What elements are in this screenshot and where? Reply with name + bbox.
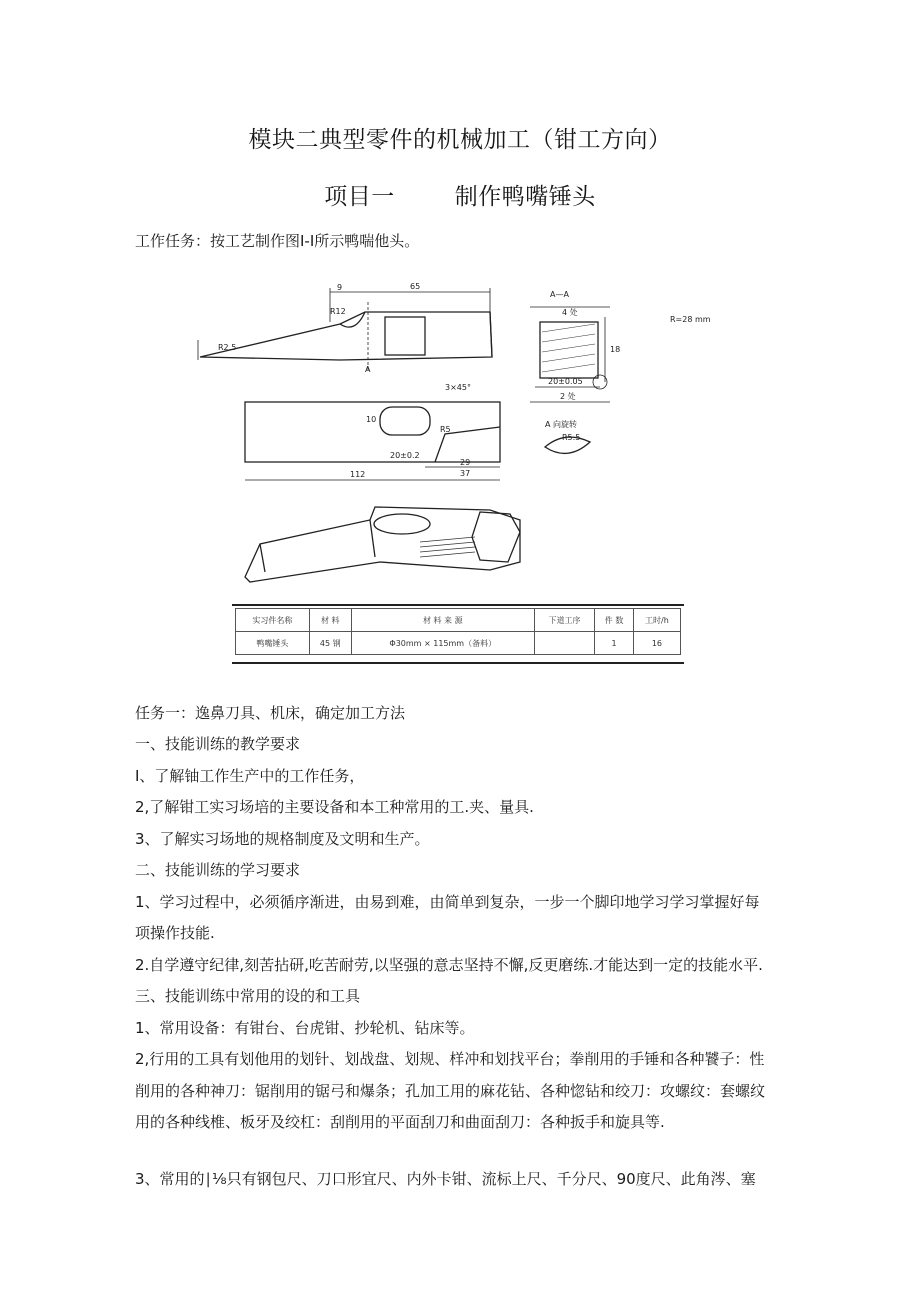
spec-table xyxy=(235,608,681,655)
list-item: 3、了解实习场地的规格制度及文明和生产。 xyxy=(135,830,430,848)
list-item: 2,行用的工具有划他用的划针、划战盘、划规、样冲和划找平台；拳削用的手锤和各种饕子：性 xyxy=(135,1050,765,1068)
section-heading-2: 二、技能训练的学习要求 xyxy=(135,861,301,879)
dim-2-places: 2 处 xyxy=(560,392,576,401)
list-item-continuation: 项操作技能. xyxy=(135,924,215,942)
view-a-label: A 向旋转 xyxy=(545,420,578,429)
cell-next-process xyxy=(534,632,595,655)
dim-r28: R=28 mm xyxy=(670,315,711,324)
dim-9: 9 xyxy=(337,283,343,292)
dim-112: 112 xyxy=(350,470,366,479)
list-item: 2,了解钳工实习场培的主要设备和本工种常用的工.夹、量具. xyxy=(135,798,534,816)
dim-r2-5: R2.5 xyxy=(218,343,237,352)
header-part-name: 实习件名称 xyxy=(236,609,310,632)
hammer-head-drawing xyxy=(190,262,740,602)
header-material: 材 料 xyxy=(309,609,351,632)
project-title xyxy=(0,178,920,211)
dim-20-2: 20±0.2 xyxy=(390,451,420,460)
dim-r5: R5 xyxy=(440,425,451,434)
project-name: 制作鸭嘴锤头 xyxy=(454,184,596,210)
dim-29: 29 xyxy=(460,458,471,467)
table-header-row xyxy=(236,609,681,632)
cell-source: Φ30mm × 115mm（备料） xyxy=(351,632,534,655)
dim-65: 65 xyxy=(410,282,421,291)
section-label: A—A xyxy=(550,290,569,299)
cell-material: 45 钢 xyxy=(309,632,351,655)
section-mark: A xyxy=(365,365,371,374)
list-item: I、了解铀工作生产中的工作任务， xyxy=(135,767,365,785)
task-one-heading: 任务一：逸鼻刀具、机床，确定加工方法 xyxy=(135,704,406,722)
dim-20-05: 20±0.05 xyxy=(548,377,583,386)
dim-r12: R12 xyxy=(330,307,346,316)
table-row xyxy=(236,632,681,655)
section-heading-3: 三、技能训练中常用的设的和工具 xyxy=(135,987,361,1005)
section-heading-1: 一、技能训练的教学要求 xyxy=(135,735,301,753)
list-item: 3、常用的∣⅛只有钢包尺、刀口形宜尺、内外卡钳、流标上尺、千分尺、90度尺、此角涔、塞 xyxy=(135,1170,756,1188)
header-source: 材 料 来 源 xyxy=(351,609,534,632)
dim-10: 10 xyxy=(366,415,377,424)
header-quantity: 件 数 xyxy=(595,609,634,632)
dim-18: 18 xyxy=(610,345,621,354)
list-item: 2.自学遵守纪律,刻苦拈研,吃苦耐劳,以坚强的意志坚持不懈,反更磨练.才能达到一定的技能水平. xyxy=(135,956,763,974)
work-task: 工作任务：按工艺制作图I-I所示鸭喘他头。 xyxy=(135,232,420,250)
list-item: 1、常用设备：有钳台、台虎钳、抄轮机、钻床等。 xyxy=(135,1019,475,1037)
list-item-continuation: 削用的各种神刀：锯削用的锯弓和爆条；孔加工用的麻花钻、各种惚钻和绞刀：攻螺纹：套螺纹 xyxy=(135,1082,766,1100)
dim-r5-5: R5.5 xyxy=(562,433,581,442)
cell-quantity: 1 xyxy=(595,632,634,655)
header-next-process: 下道工序 xyxy=(534,609,595,632)
list-item-continuation: 用的各种线椎、板牙及绞杠：刮削用的平面刮刀和曲面刮刀：各种扳手和旋具等. xyxy=(135,1113,665,1131)
document-title: 模块二典型零件的机械加工（钳工方向） xyxy=(248,127,672,153)
dim-4-places: 4 处 xyxy=(562,308,578,317)
cell-part-name: 鸭嘴锤头 xyxy=(236,632,310,655)
list-item: 1、学习过程中，必须循序渐进，由易到难，由简单到复杂，一步一个脚印地学习学习掌握好每 xyxy=(135,893,760,911)
cell-hours: 16 xyxy=(633,632,680,655)
header-hours: 工时/h xyxy=(633,609,680,632)
dim-37: 37 xyxy=(460,469,471,478)
dim-chamfer: 3×45° xyxy=(445,383,471,392)
project-number: 项目一 xyxy=(324,184,395,210)
